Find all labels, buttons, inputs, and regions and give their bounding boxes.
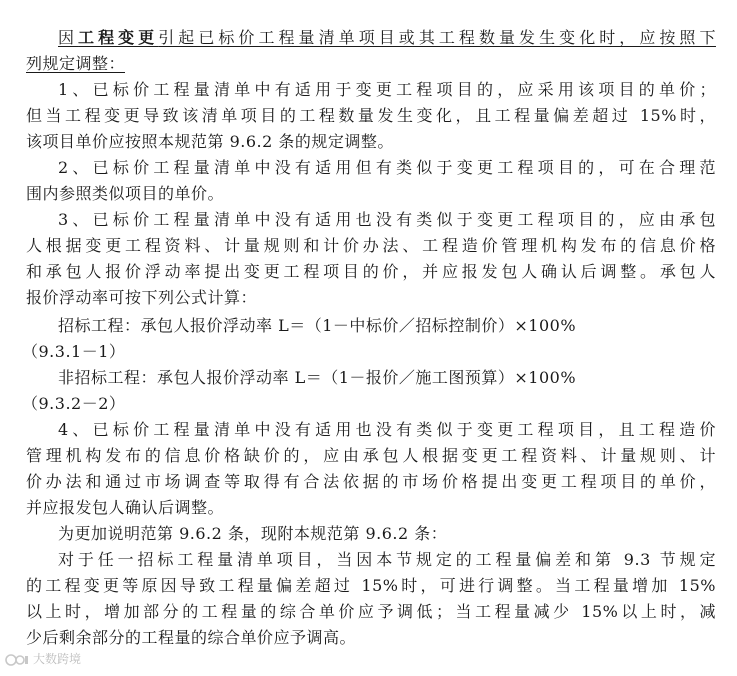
clause-line-1: 对于任一招标工程量清单项目，当因本节规定的工程量偏差和第 9.3 节规定 [58,550,716,569]
item4-line-4: 并应报发包人确认后调整。 [26,498,225,517]
item1-line-3: 该项目单价应按照本规范第 9.6.2 条的规定调整。 [26,132,394,151]
item3-line-1: 3、已标价工程量清单中没有适用也没有类似于变更工程项目的，应由承包 [58,210,716,229]
formula-2: 非招标工程：承包人报价浮动率 L＝（1－报价／施工图预算）×100% [58,368,577,387]
formula-1: 招标工程：承包人报价浮动率 L＝（1－中标价／招标控制价）×100% [58,316,577,335]
item2-line-1: 2、已标价工程量清单中没有适用但有类似于变更工程项目的，可在合理范 [58,158,716,177]
heading-term: 工程变更 [78,28,159,47]
item3-line-3: 和承包人报价浮动率提出变更工程项目的价，并应报发包人确认后调整。承包人 [26,262,716,281]
watermark [4,648,81,670]
watermark-text: 大数跨境 [33,652,82,666]
formula-1-number: （9.3.1－1） [22,342,126,361]
item3-line-4: 报价浮动率可按下列公式计算： [26,288,258,307]
item3-line-2: 人根据变更工程资料、计量规则和计价办法、工程造价管理机构发布的信息价格 [26,236,716,255]
heading-line-2: 列规定调整： [26,54,126,73]
note-line: 为更加说明范第 9.6.2 条，现附本规范第 9.6.2 条： [58,524,448,543]
clause-line-4: 少后剩余部分的工程量的综合单价应予调高。 [26,628,357,647]
clause-line-2: 的工程变更等原因导致工程量偏差超过 15%时，可进行调整。当工程量增加 15% [26,576,716,595]
item4-line-2: 管理机构发布的信息价格缺价的，应由承包人根据变更工程资料、计量规则、计 [26,446,716,465]
heading-line-1: 因工程变更引起已标价工程量清单项目或其工程数量发生变化时，应按照下 [58,28,716,47]
formula-2-number: （9.3.2－2） [22,394,126,413]
item4-line-3: 价办法和通过市场调查等取得有合法依据的市场价格提出变更工程项目的单价， [26,472,716,491]
item4-line-1: 4、已标价工程量清单中没有适用也没有类似于变更工程项目，且工程造价 [58,420,716,439]
item2-line-2: 围内参照类似项目的单价。 [26,184,225,203]
item1-line-2: 但当工程变更导致该清单项目的工程数量发生变化，且工程量偏差超过 15%时， [26,106,716,125]
watermark-logo-icon [4,653,30,667]
clause-line-3: 以上时，增加部分的工程量的综合单价应予调低；当工程量减少 15%以上时，减 [26,602,716,621]
item1-line-1: 1、已标价工程量清单中有适用于变更工程项目的，应采用该项目的单价； [58,80,716,99]
